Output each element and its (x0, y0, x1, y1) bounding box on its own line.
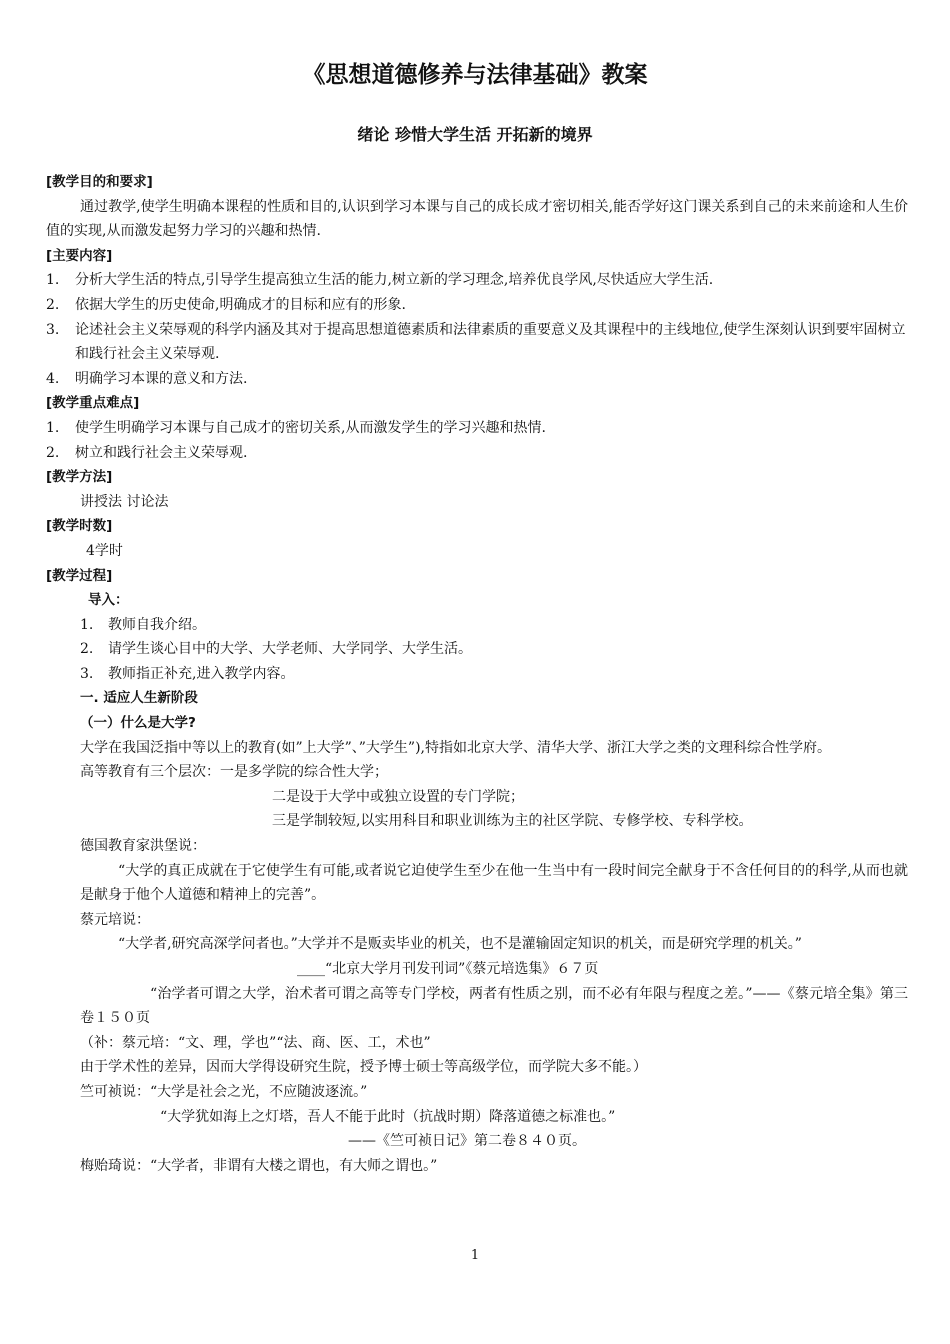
list-item (46, 416, 908, 441)
key-points-heading: [教学重点难点] (46, 395, 140, 412)
levels-line-3: 三是学制较短,以实用科目和职业训练为主的社区学院、专修学校、专科学校。 (272, 813, 753, 830)
section-title: 一. 适应人生新阶段 (80, 690, 198, 707)
humboldt-label: 德国教育家洪堡说： (80, 838, 206, 855)
goals-heading: [教学目的和要求] (46, 174, 153, 190)
list-item (46, 367, 908, 392)
list-text: 依据大学生的历史使命,明确成才的目标和应有的形象. (75, 296, 406, 313)
zhu-quote: “大学犹如海上之灯塔，吾人不能于此时（抗战时期）降落道德之标准也。” (160, 1108, 616, 1125)
document-subtitle: 绪论 珍惜大学生活 开拓新的境界 (357, 125, 593, 144)
levels-intro: 高等教育有三个层次：一是多学院的综合性大学； (80, 764, 388, 781)
zhu-label: 竺可祯说：“大学是社会之光，不应随波逐流。” (80, 1083, 368, 1100)
note-line-2: 由于学术性的差异，因而大学得设研究生院，授予博士硕士等高级学位，而学院大多不能。） (80, 1059, 647, 1076)
list-item (46, 268, 908, 293)
list-number: 2. (46, 296, 60, 313)
list-item (80, 662, 908, 687)
list-text: 论述社会主义荣辱观的科学内涵及其对于提高思想道德素质和法律素质的重要意义及其课程中的主线地位,使学生深刻认识到要牢固树立和践行社会主义荣辱观. (75, 321, 906, 363)
humboldt-quote: “大学的真正成就在于它使学生有可能,或者说它迫使学生至少在他一生当中有一段时间完全献身于不含任何目的的科学,从而也就是献身于他个人道德和精神上的完善”。 (80, 862, 908, 904)
hours-heading: [教学时数] (46, 518, 113, 535)
list-text: 分析大学生活的特点,引导学生提高独立生活的能力,树立新的学习理念,培养优良学风,尽快适应大学生活. (75, 272, 714, 289)
list-number: 1. (46, 419, 60, 436)
methods-heading: [教学方法] (46, 469, 113, 486)
subsection-title: （一）什么是大学? (80, 715, 196, 732)
list-number: 1. (80, 616, 94, 633)
mei-quote: 梅贻琦说：“大学者，非谓有大楼之谓也，有大师之谓也。” (80, 1157, 438, 1174)
list-number: 2. (46, 444, 60, 461)
intro-label: 导入： (88, 592, 129, 609)
cai-quote: “大学者,研究高深学问者也。”大学并不是贩卖毕业的机关，也不是灌输固定知识的机关，而是研究学理的机关。” (118, 936, 802, 953)
cai-citation: ____“北京大学月刊发刊词”《蔡元培选集》６７页 (297, 961, 599, 977)
content-heading: [主要内容] (46, 247, 113, 264)
list-text: 明确学习本课的意义和方法. (75, 370, 248, 387)
list-number: 4. (46, 370, 60, 387)
document-title: 《思想道德修养与法律基础》教案 (302, 62, 648, 88)
methods-text: 讲授法 讨论法 (80, 493, 169, 510)
list-item (46, 318, 908, 367)
list-number: 1. (46, 272, 60, 289)
cai-label: 蔡元培说： (80, 911, 150, 928)
list-number: 3. (46, 321, 60, 338)
list-item (46, 293, 908, 318)
hours-text: 4学时 (86, 542, 123, 559)
zhu-citation: ——《竺可祯日记》第二卷８４０页。 (348, 1133, 586, 1150)
list-number: 3. (80, 665, 94, 682)
key-points-list (46, 416, 908, 465)
list-text: 使学生明确学习本课与自己成才的密切关系,从而激发学生的学习兴趣和热情. (75, 419, 546, 436)
page-number: 1 (470, 1248, 480, 1263)
list-item (80, 613, 908, 638)
levels-line-2: 二是设于大学中或独立设置的专门学院； (272, 788, 524, 805)
content-list (46, 268, 908, 391)
definition-paragraph: 大学在我国泛指中等以上的教育(如”上大学”、”大学生”),特指如北京大学、清华大学、浙江大学之类的文理科综合性学府。 (80, 739, 831, 756)
list-number: 2. (80, 641, 94, 658)
list-text: 请学生谈心目中的大学、大学老师、大学同学、大学生活。 (108, 641, 472, 658)
list-text: 树立和践行社会主义荣辱观. (75, 444, 248, 461)
document-body (46, 170, 908, 1178)
intro-list (46, 613, 908, 687)
list-text: 教师自我介绍。 (108, 616, 206, 633)
list-text: 教师指正补充,进入教学内容。 (108, 665, 295, 682)
cai-quote-2: “治学者可谓之大学，治术者可谓之高等专门学校，两者有性质之别，而不必有年限与程度之差。”——《蔡元培全集》第三卷１５０页 (80, 985, 908, 1027)
note-line-1: （补：蔡元培：“文、理，学也”“法、商、医、工，术也” (80, 1034, 431, 1051)
list-item (80, 637, 908, 662)
list-item (46, 441, 908, 466)
process-heading: [教学过程] (46, 567, 113, 584)
goals-paragraph: 通过教学,使学生明确本课程的性质和目的,认识到学习本课与自己的成长成才密切相关,能否学好这门课关系到自己的未来前途和人生价值的实现,从而激发起努力学习的兴趣和热情. (46, 198, 908, 240)
